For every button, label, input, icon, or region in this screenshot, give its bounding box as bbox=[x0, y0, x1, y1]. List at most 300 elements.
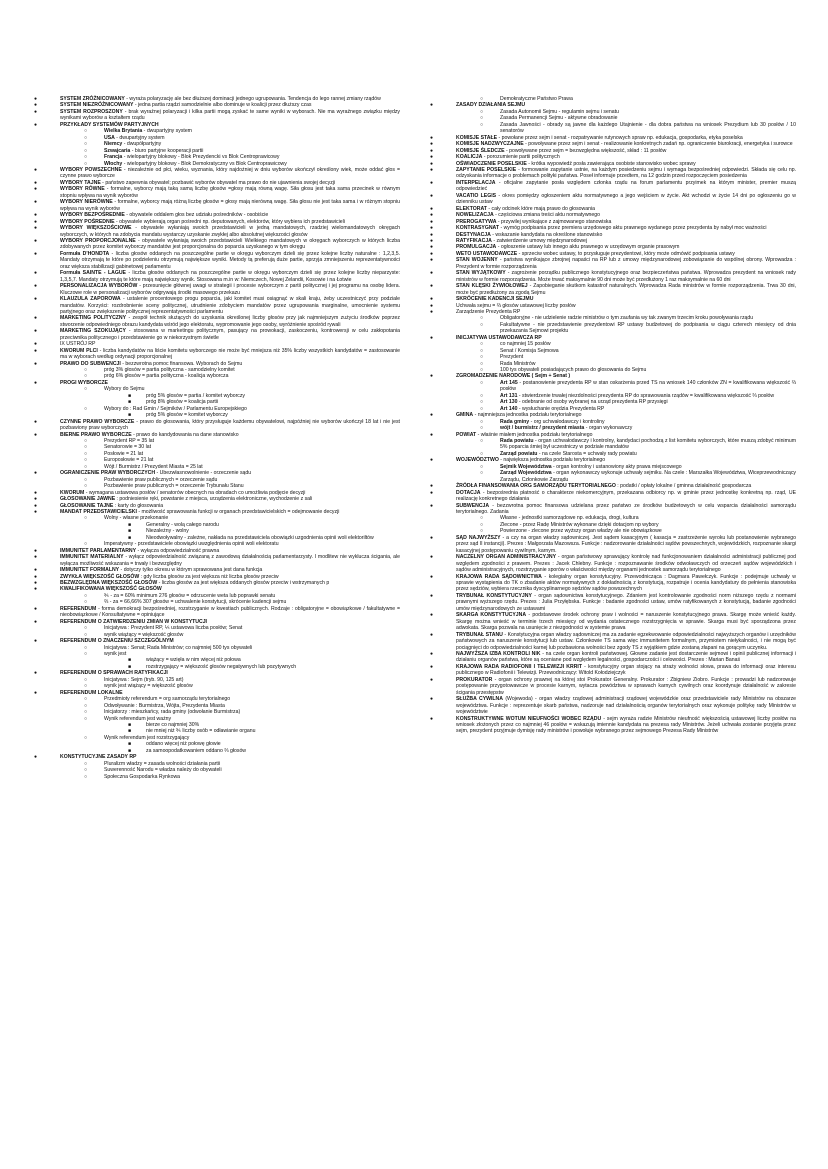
term-heading: Szwajcaria bbox=[104, 147, 131, 154]
term-text: ⅔ - za = 66,66% 307 głosów = uchwalenie konstytucji, skrócenie kadencji sejmu bbox=[104, 599, 287, 606]
square-bullet-icon: ■ bbox=[128, 747, 132, 754]
term-text: - organ sądownictwa konstytucyjnego. Zdaniem jest kontrolowanie zgodności norm niższego rzędu z normami prawnymi wyższego rzędu. Prezes : Julia Przyłębska. Funkcje : badanie zgodności ustaw, umów ratyfikowanych z konstytucją, badanie zgodności umów międzynarodowych ze ustawami bbox=[456, 592, 796, 612]
circle-bullet-icon: ○ bbox=[84, 438, 88, 445]
term-heading: KLAUZULA ZAPOROWA bbox=[60, 296, 121, 303]
term-heading: TRYBUNAŁ STANU bbox=[456, 631, 503, 638]
term-heading: KONSTYTUCYJNE ZASADY RP bbox=[60, 754, 137, 761]
bullet-icon: ● bbox=[430, 270, 434, 277]
term-text: - okres pomiędzy ogłoszeniem aktu normatywnego a jego wejściem w życie. Akt wchodzi w życie 14 dni po ogłoszeniu go w dzienniku ustaw bbox=[456, 192, 796, 206]
circle-bullet-icon: ○ bbox=[84, 160, 88, 167]
term-heading: PREROGATYWA bbox=[456, 218, 497, 225]
term-heading: Art 130 bbox=[500, 399, 518, 406]
term-text: Inicjatywa : Prezydent RP, ⅕ ustawowa liczba posłów; Senat bbox=[104, 625, 243, 632]
list-item bbox=[430, 632, 796, 651]
bullet-icon: ● bbox=[34, 689, 38, 696]
term-heading: Wielka Brytania bbox=[104, 128, 143, 135]
list-item bbox=[34, 238, 400, 251]
bullet-icon: ● bbox=[430, 141, 434, 148]
term-text: - formowanie zapytanie ustnie, na każdym posiedzeniu sejmu i wymaga bezpośredniej odpowiedzi. Składa się celu np. odzyskania informacje o problemach polityki państwa. Poseł informuje przedtem, na 12 godzin przed rozpoczęciem posiedzenia bbox=[456, 166, 796, 180]
circle-bullet-icon: ○ bbox=[84, 592, 88, 599]
term-text: wiążący = wzięła w nim więcej niż połowa bbox=[146, 657, 241, 664]
term-heading: Włochy bbox=[104, 160, 123, 167]
circle-bullet-icon: ○ bbox=[84, 476, 88, 483]
term-heading: wójt / burmistrz / prezydent miasta bbox=[500, 425, 585, 432]
term-text: próg 6% głosów = partia polityczna - koalicja wyborcza bbox=[104, 373, 229, 380]
term-text: Zarządzenie Prezydenta RP bbox=[456, 308, 521, 315]
bullet-icon: ● bbox=[430, 663, 434, 670]
bullet-icon: ● bbox=[34, 166, 38, 173]
bullet-icon: ● bbox=[430, 257, 434, 264]
term-heading: ELEKTORAT bbox=[456, 205, 487, 212]
term-text: - obywatele wyłaniają swoich przedstawicieli Wielkiego mandatowych w okręgach wyborczych w których liczba zdobywanych przez komitet wyborczy mandatów jest proporcjonalna do poparcia uzyskanego w tym okręgu bbox=[60, 237, 400, 251]
term-heading: Rada powiatu bbox=[500, 438, 534, 445]
list-item bbox=[34, 199, 400, 212]
term-text: - sejm wyraża radzie Ministrów nieufność większością ustawowej liczby posłów na wniosek złożonych przez co najmniej 46 posłów = wskazują imiennie kandydata na prezesa rady Ministrów. Jeżeli uchwała zostanie przyjęta przez sejm, prezydent przyjmuje dymisję rady ministrów i powołuje wybranego przez sejmowego Prezesa Rady Ministrów bbox=[456, 715, 796, 735]
list-item bbox=[430, 180, 796, 193]
term-text: próg 8% głosów = koalicja partii bbox=[146, 399, 219, 406]
circle-bullet-icon: ○ bbox=[480, 96, 484, 102]
term-heading: IMMUNITET MATERIALNY bbox=[60, 554, 124, 561]
square-bullet-icon: ■ bbox=[128, 392, 132, 399]
bullet-icon: ● bbox=[430, 534, 434, 541]
square-bullet-icon: ■ bbox=[128, 521, 132, 528]
term-heading: GŁOSOWANIE JAWNE bbox=[60, 496, 116, 503]
term-heading: KOMISJE STAŁE bbox=[456, 134, 498, 141]
circle-bullet-icon: ○ bbox=[84, 483, 88, 490]
term-heading: VACATIO LEGIS bbox=[456, 192, 497, 199]
term-heading: GMINA bbox=[456, 412, 474, 419]
term-text: - ustalenie procentowego progu poparcia, jaki komitet musi osiągnąć w skali kraju, żeby uczestniczyć przy podziale mandatów. Korzyści: rozdrobnienie sceny politycznej, utrudnienie zdobyciem mandatów przez ugrupowania marginalne, umocnienie systemu partyjnego oraz zwiększenie politycznej reprezentatywności parlamentu bbox=[60, 296, 400, 315]
term-heading: KWALIFIKOWANA WIĘKSZOŚĆ GŁOSÓW bbox=[60, 586, 162, 593]
bullet-icon: ● bbox=[34, 186, 38, 193]
term-heading: ZAPYTANIE POSELSKIE bbox=[456, 166, 517, 173]
bullet-icon: ● bbox=[430, 160, 434, 167]
term-text: Senat / Komisja Sejmowa bbox=[500, 347, 559, 354]
list-item bbox=[34, 348, 400, 361]
circle-bullet-icon: ○ bbox=[84, 696, 88, 703]
circle-bullet-icon: ○ bbox=[84, 373, 88, 380]
term-text: - prawo do głosowania, który przysługuje każdemu obywatelowi, najpóźniej nie wyborów ukończył 18 lat i nie jest pozbawiony praw wyborczych bbox=[60, 418, 400, 432]
list-item bbox=[430, 612, 796, 631]
bullet-icon: ● bbox=[34, 509, 38, 515]
bullet-icon: ● bbox=[430, 592, 434, 599]
term-heading: Francja bbox=[104, 154, 123, 161]
term-text: - biuro partyjne kooperacji partii bbox=[130, 147, 204, 154]
term-text: - powołane przez sejm i senat - rozpatrywanie rutynowych spraw np. edukacja, gospodarka, etyka poselska bbox=[497, 134, 743, 141]
bullet-icon: ● bbox=[430, 715, 434, 722]
term-text: Fakultatywne - nie przedstawienie prezydentowi RP ustawy budżetowej do podpisania w ciągu czterech miesięcy od dnia przekazania Sejmowi projektu bbox=[500, 321, 796, 335]
list-item bbox=[430, 593, 796, 612]
term-text: IX USTRÓJ RP bbox=[60, 341, 96, 348]
term-text: - wielopartyjny blokowy - Blok Demokratyczny vs Blok Centroprawicowy bbox=[122, 160, 287, 167]
term-text: - bezzwrotna pomoc finansowa udzielana przez państwo ze środków budżetowych w celu wsparcia działalności samorządu terytorialnego. Zadania bbox=[456, 502, 796, 515]
circle-bullet-icon: ○ bbox=[480, 425, 484, 432]
circle-bullet-icon: ○ bbox=[84, 147, 88, 154]
bullet-icon: ● bbox=[34, 496, 38, 503]
circle-bullet-icon: ○ bbox=[84, 457, 88, 464]
circle-bullet-icon: ○ bbox=[480, 115, 484, 122]
circle-bullet-icon: ○ bbox=[84, 631, 88, 638]
square-bullet-icon: ■ bbox=[128, 728, 132, 735]
circle-bullet-icon: ○ bbox=[84, 767, 88, 774]
list-item bbox=[34, 328, 400, 341]
list-item bbox=[34, 109, 400, 122]
term-heading: KOMISJE ŚLEDCZE bbox=[456, 147, 505, 154]
circle-bullet-icon: ○ bbox=[84, 128, 88, 135]
circle-bullet-icon: ○ bbox=[84, 141, 88, 148]
term-heading: MARKETING SZOKUJĄCY bbox=[60, 328, 126, 335]
term-text: próg 5% głosów = komitet wyborczy bbox=[146, 412, 228, 419]
list-item bbox=[430, 574, 796, 593]
term-text: 100 tys obywateli posiadających prawo do głosowania do Sejmu bbox=[500, 367, 647, 374]
term-heading: WETO USTAWODAWCZE bbox=[456, 250, 518, 257]
term-text: Zlecone - przez Radę Ministrów wykonane dzięki dotacjom np wybory bbox=[500, 521, 659, 528]
term-text: co najmniej 15 posłów bbox=[500, 341, 551, 348]
term-text: Europosłowie = 21 lat bbox=[104, 457, 154, 464]
term-text: - częściowa zmiana treści aktu normatywnego bbox=[493, 212, 600, 219]
term-heading: NOWELIZACJA bbox=[456, 212, 494, 219]
term-heading: ŹRÓDŁA FINANSOWANIA ORG SAMORZĄDU TERYTORIALNEGO bbox=[456, 483, 616, 490]
list-item bbox=[34, 167, 400, 180]
term-text: - wyłącza odpowiedzialność prawna bbox=[136, 547, 220, 554]
term-text: Wybory do Sejmu bbox=[104, 386, 145, 393]
bullet-icon: ● bbox=[34, 347, 38, 354]
term-heading: ZASADY DZIAŁANIA SEJMU bbox=[456, 102, 526, 109]
bullet-icon: ● bbox=[34, 618, 38, 625]
term-heading: KRAJOWA RADA RADIOFONII I TELEWIZJI KRRIT bbox=[456, 663, 582, 670]
term-text: : podatki / opłaty lokalne / gminna działalność gospodarcza bbox=[615, 483, 752, 490]
circle-bullet-icon: ○ bbox=[480, 463, 484, 470]
term-text: - postanowienie prezydenta RP w stan oskarżenia przed TS na wniosek 140 członków ZN = kwalifikowana większość ⅔ posłów bbox=[500, 379, 796, 393]
term-text: - organ wykonawczy wykonuje uchwały sejmiku. Na czele : Marszałka Województwa, Wiceprzewodniczący Zarządu, Członkowie Zarządu bbox=[500, 470, 796, 483]
term-heading: SKARGA KONSTYTUCYJNA bbox=[456, 612, 527, 619]
bullet-icon: ● bbox=[430, 308, 434, 315]
term-text: oddano więcej niż połowę głowie bbox=[146, 741, 221, 748]
term-heading: OŚWIADCZENIE POSELSKIE bbox=[456, 160, 527, 167]
term-heading: RATYFIKACJA bbox=[456, 237, 492, 244]
term-heading: Formuła D'HONDTA bbox=[60, 250, 110, 257]
term-text: - konstytucyjny organ stojący na straży wolności słowa, prawa do informacji oraz interesu publicznego w Radiofonii i Telewizji. Przewodniczący: Witold Kołodziejczyk bbox=[456, 663, 796, 677]
list-item bbox=[430, 122, 796, 135]
term-heading: STAN KLĘSKI ŻYWIOŁOWEJ bbox=[456, 283, 528, 290]
term-text: - formalne, wyborcy mają taką samą liczbę głosów =głosy mają równą wagę. Siła głosu jest taka sama przecinek w równym stopniu wpływa na wynik wyborów bbox=[60, 186, 400, 199]
bullet-icon: ● bbox=[430, 612, 434, 619]
term-text: - oficjalne zapytanie posła względem członka rządu na forum parlamentu przyimek na którym minister, premier muszą odpowiedzieć bbox=[456, 179, 796, 193]
term-text: Uchwała sejmu = ⅔ głosów ustawowej liczby posłów bbox=[456, 302, 576, 309]
term-text: Odwoływanie : Burmistrza, Wójta, Prezydenta Miasta bbox=[104, 702, 225, 709]
term-text: - możliwość sprawowania funkcji w organach przedstawicielskich = odejmowanie decyzji bbox=[136, 509, 340, 515]
bullet-icon: ● bbox=[430, 412, 434, 419]
list-item bbox=[430, 535, 796, 554]
list-item bbox=[430, 270, 796, 283]
term-heading: TRYBUNAŁ KONSTYTUCYJNY bbox=[456, 592, 532, 599]
term-text: : podniesienie ręki, powstanie z miejsca, urządzenia elektroniczne, wychodzenie z sali bbox=[115, 496, 313, 503]
term-text: próg 3% głosów = partia polityczna - samodzielny komitet bbox=[104, 367, 235, 374]
term-text: próg 5% głosów = partia / komitet wyborczy bbox=[146, 392, 245, 399]
term-text: Inicjatywa : Senat; Rada Ministrów; co najmniej 500 tys obywateli bbox=[104, 644, 253, 651]
term-text: - a czy na organ władzy sądowniczej. Jest sądem kasacyjnym ( kasacja = zastrzeżenie wyroku lub postanowienie wybranego przez sąd II instancji). Prezes : Małgorzata Mazowsza. Funkcje : nadzorowanie działalności sądów powszechnych, wojewódzkich, rozpoznanie skargi kasacyjnej postępowaniu cywilnym, karnym. bbox=[456, 534, 797, 554]
term-text: za samoopodatkowaniem oddano ⅔ głosów bbox=[146, 747, 247, 754]
term-text: - Ubezwłasnowolnienie - orzeczenie sądu bbox=[155, 470, 252, 477]
bullet-icon: ● bbox=[430, 166, 434, 173]
term-text: Własne - jednostki samorządowe np. edukacja, drogi, kultura bbox=[500, 515, 639, 522]
circle-bullet-icon: ○ bbox=[84, 386, 88, 393]
bullet-icon: ● bbox=[430, 237, 434, 244]
bullet-icon: ● bbox=[430, 302, 434, 309]
list-item bbox=[430, 438, 796, 451]
term-heading: BEZWZGLĘDNA WIĘKSZOŚĆ GŁOSÓW bbox=[60, 579, 158, 586]
bullet-icon: ● bbox=[34, 328, 38, 335]
term-heading: Formuła SAINTE - LAGUE bbox=[60, 270, 126, 277]
bullet-icon: ● bbox=[34, 670, 38, 677]
square-bullet-icon: ■ bbox=[128, 721, 132, 728]
term-heading: SKRÓCENIE KADENCJI SEJMU bbox=[456, 296, 534, 303]
term-text: - państwa wynikające zbrojnej napaści na RP lub z umowy międzynarodowej zobowiązanie do wspólnej obrony. Wprowadza : Prezydent w formie rozporządzenia bbox=[456, 257, 796, 270]
bullet-icon: ● bbox=[34, 108, 38, 115]
term-text: - brak wyraźnej polaryzacji i kilka partii mogą zyskać te same wyniki w wyborach. Nie ma wyraźnego związku między wynikami wyborów a kształtem rządu bbox=[60, 108, 400, 122]
circle-bullet-icon: ○ bbox=[84, 734, 88, 741]
term-text: - ogłoszenie ustawy lub innego aktu prawnego w urzędowym organie prasowym bbox=[496, 244, 680, 251]
list-item bbox=[34, 225, 400, 238]
term-text: - wymagana ustawowa posłów / senatorów obecnych na obradach co umożliwia podjęcie decyzji bbox=[84, 489, 306, 496]
bullet-icon: ● bbox=[430, 650, 434, 657]
term-text: - obywatele wybierają organ pośredni np. deputowanych, elektorów, który wybiera ich przedstawicieli bbox=[114, 218, 345, 225]
term-text: Prezydent bbox=[500, 354, 524, 361]
circle-bullet-icon: ○ bbox=[84, 154, 88, 161]
circle-bullet-icon: ○ bbox=[84, 644, 88, 651]
term-text: Pozbawienie praw publicznych = orzeczenie Trybunału Stanu bbox=[104, 483, 244, 490]
square-bullet-icon: ■ bbox=[128, 534, 132, 541]
circle-bullet-icon: ○ bbox=[480, 121, 484, 128]
term-text: Wójt / Burmistrz / Prezydent Miasta = 25 lat bbox=[104, 463, 203, 470]
term-text: Suwerenność Narodu = władza należy do obywateli bbox=[104, 767, 222, 774]
term-heading: SUBWENCJA bbox=[456, 502, 490, 509]
bullet-icon: ● bbox=[430, 334, 434, 341]
term-heading: PROMULGACJA bbox=[456, 244, 497, 251]
square-bullet-icon: ■ bbox=[128, 663, 132, 670]
term-heading: DESTYNACJA bbox=[456, 231, 491, 238]
bullet-icon: ● bbox=[34, 179, 38, 186]
bullet-icon: ● bbox=[430, 244, 434, 251]
term-text: - Zapobieganie skutkom katastrof naturalnych. Wprowadza Rada ministrów w formie rozporządzenia. Trwa 30 dni, może być przedłużony za zgodą Sejmu bbox=[456, 283, 797, 296]
term-heading: Art 140 bbox=[500, 405, 518, 412]
list-item bbox=[430, 257, 796, 270]
circle-bullet-icon: ○ bbox=[84, 463, 88, 470]
bullet-icon: ● bbox=[34, 199, 38, 206]
term-text: - obywatele oddalem głos bez udziału pośredników - osobiście bbox=[124, 212, 269, 219]
bullet-icon: ● bbox=[34, 121, 38, 128]
circle-bullet-icon: ○ bbox=[480, 315, 484, 322]
term-text: - organ ochrony prawnej na której stoi Prokurator Generalny. Prokurator : Zbigniew Ziobro. Funkcje : prowadzi lub nadzorowuje postępowanie przygotowawcze w procesie karnym, wytacza powództwa w sprawach karnych cywilnych oraz koordynuje działalność w zakresie ścigania przestępstw bbox=[456, 676, 796, 696]
term-text: - org uchwałodawczy i kontroliny bbox=[529, 418, 605, 425]
term-text: - dwupartyjny system bbox=[114, 134, 165, 141]
bullet-icon: ● bbox=[34, 554, 38, 561]
term-text: Inicjatywa : Sejm (tryb. 90, 125 art) bbox=[104, 676, 184, 683]
term-heading: Zarząd powiatu bbox=[500, 450, 538, 457]
circle-bullet-icon: ○ bbox=[84, 541, 88, 548]
term-text: - państwo zapewnia obywatel; pozbawić wyborów obywatel ma prawo do nie ujawnienia swojej decyzji bbox=[100, 179, 336, 186]
bullet-icon: ● bbox=[34, 360, 38, 367]
term-heading: PERSONALIZACJA WYBORÓW bbox=[60, 283, 138, 290]
term-text: - odebranie od osoby wybranej na urząd prezydenta RP przysięgi bbox=[517, 399, 668, 406]
term-heading: REFERENDUM O ZNACZENIU SZCZEGÓLNYM bbox=[60, 638, 174, 645]
bullet-icon: ● bbox=[34, 579, 38, 586]
bullet-icon: ● bbox=[34, 754, 38, 761]
term-text: - forma demokracji bezpośredniej, rozstrzyganie w kwestiach publicznych. Rodzaje : obligatoryjne = obowiązkowe / fakultatywne = nieobowiązkowe / Konsultatywne = opiniujące bbox=[60, 605, 400, 619]
term-text: (Wojewoda) - organ władzy rządowej administracji rządowej wojewódzkie oraz przedstawiciele rady Ministrów na obszarze województwa. Funkcje : reprezentuje skarb państwa, nadzoruje nad działalnością organów terytorialnych oraz wykonuje politykę rady Ministrów w województwie bbox=[456, 696, 797, 716]
term-text: Pozbawienie praw publicznych = orzeczenie sądu bbox=[104, 476, 218, 483]
term-text: Posłowie = 21 lat bbox=[104, 450, 144, 457]
term-heading: WYBORY WIĘKSZOŚCIOWE bbox=[60, 225, 132, 232]
circle-bullet-icon: ○ bbox=[84, 683, 88, 690]
term-heading: WYBORY PROPORCJONALNE bbox=[60, 237, 136, 244]
term-heading: PROKURATOR bbox=[456, 676, 493, 683]
term-text: - wysłuchanie orędzia Prezydenta RP bbox=[517, 405, 605, 412]
bullet-icon: ● bbox=[34, 315, 38, 322]
term-text: - właśnie miałem jednostka podziału terytorialnego bbox=[476, 431, 593, 438]
bullet-icon: ● bbox=[430, 283, 434, 290]
term-text: - wskazanie kandydata na określone stanowisko bbox=[490, 231, 603, 238]
term-heading: WYBORY RÓWNE bbox=[60, 186, 105, 193]
term-heading: Zarząd Województwa bbox=[500, 470, 552, 477]
list-item bbox=[34, 606, 400, 619]
term-heading: ZGROMADZENIE NARODOWE ( Sejm + Senat ) bbox=[456, 373, 571, 380]
bullet-icon: ● bbox=[34, 605, 38, 612]
circle-bullet-icon: ○ bbox=[84, 450, 88, 457]
circle-bullet-icon: ○ bbox=[84, 444, 88, 451]
term-text: - zagrożenie porządku publicznego konstytucyjnego oraz bezpieczeństwa państwa. Wprowadza prezydent na wniosek rady ministrów w formie rozporządzenia. Może trwać maksymalnie 90 dni może być przedłużony 1 raz maksymalnie na 60 dni bbox=[456, 270, 796, 283]
term-text: - jedna partia rządzi samodzielnie albo dominuje w koalicji przez dłuższy czas bbox=[133, 102, 312, 109]
term-text: wynik jest bbox=[104, 650, 127, 657]
circle-bullet-icon: ○ bbox=[480, 418, 484, 425]
term-heading: KONTRASYGNAT bbox=[456, 225, 500, 232]
term-text: - sprzeciw wobec ustawy, to przysługuje prezydentowi, który może odmówić podpisania ustawy bbox=[517, 250, 735, 257]
term-heading: REFERENDUM O ZATWIERDZENIU ZMIAN W KONSTYTUCJI bbox=[60, 618, 207, 625]
term-text: Niezależny - wolny bbox=[146, 528, 189, 535]
bullet-icon: ● bbox=[34, 225, 38, 232]
term-text: nie mniej niż ⅗ liczby osób = odławianie organu bbox=[146, 728, 256, 735]
bullet-icon: ● bbox=[430, 134, 434, 141]
term-text: - liczba głosów oddanych na poszczególne partie w okręgu wyborczym dzieli się przez kolejne liczby naturalne : 1,2,3,5. Mandaty otrzymają te które po podzieleniu otrzymują największe wyniki. Metody tą preferują duże partie, sprzyja zmniejszeniu reprezentatywności oraz większa stabilizacji gabinetowej parlamentu bbox=[60, 250, 400, 270]
list-item bbox=[34, 419, 400, 432]
bullet-icon: ● bbox=[34, 102, 38, 109]
term-text: - powoływane przez sejm i senat - realizowanie konkretnych zadań np. ograniczenie biurokracji, energetyka i surowce bbox=[523, 141, 793, 148]
term-text: Zasada Autonomii Sejmu - regulamin sejmu i senatu bbox=[500, 108, 619, 115]
term-text: - stwierdzenie trwałej niezdolności prezydenta RP do sprawowania rządów = kwalifikowana większość ⅔ posłów bbox=[517, 392, 775, 399]
bullet-icon: ● bbox=[34, 418, 38, 425]
bullet-icon: ● bbox=[34, 586, 38, 593]
term-heading: Art 131 bbox=[500, 392, 518, 399]
list-item bbox=[34, 186, 400, 199]
term-text: - powoływane przez sejm = bezwzględna większość, skład : 11 posłów bbox=[504, 147, 667, 154]
bullet-icon: ● bbox=[34, 341, 38, 348]
square-bullet-icon: ■ bbox=[128, 741, 132, 748]
circle-bullet-icon: ○ bbox=[480, 528, 484, 535]
bullet-icon: ● bbox=[430, 147, 434, 154]
term-heading: Rada gminy bbox=[500, 418, 530, 425]
bullet-icon: ● bbox=[430, 676, 434, 683]
bullet-icon: ● bbox=[430, 631, 434, 638]
circle-bullet-icon: ○ bbox=[480, 399, 484, 406]
term-text: : karty do głosowania bbox=[113, 502, 164, 509]
list-item bbox=[430, 696, 796, 715]
term-heading: REFERENDUM O SPRAWACH RATYFIKACJI bbox=[60, 670, 168, 677]
term-text: - na czele Starosta = uchwały rady powiatu bbox=[537, 450, 637, 457]
term-text: - zatwierdzenie umowy międzynarodowej bbox=[491, 237, 588, 244]
term-heading: PROGI WYBORCZE bbox=[60, 379, 108, 386]
term-text: - dotyczy tylko okresu w którym sprawowana jest dana funkcja bbox=[119, 567, 263, 574]
circle-bullet-icon: ○ bbox=[84, 599, 88, 606]
term-heading: BIERNE PRAWO WYBORCZE bbox=[60, 431, 132, 438]
term-heading: Art 145 bbox=[500, 379, 518, 386]
circle-bullet-icon: ○ bbox=[480, 515, 484, 522]
bullet-icon: ● bbox=[34, 250, 38, 257]
list-item bbox=[430, 380, 796, 393]
circle-bullet-icon: ○ bbox=[480, 379, 484, 386]
term-text: Społeczna Gospodarka Rynkowa bbox=[104, 773, 181, 780]
term-text: - liczba głosów oddanych na poszczególne partie w okręgu wyborczym dzieli się przez kolejne liczby nieparzyste: 1,3,5,7. Mandaty otrzymują te które mają największy wynik. Stosowana m.in w: Niemczech, Nowej Zelandii, Kosowie i na Łotwie bbox=[60, 270, 400, 283]
term-text: - kolegialny organ konstytucyjny. Przewodnicząca : Dagmara Pawełczyk. Funkcje : podejmuje uchwały w sprawie wystąpienia do TK o zbadanie aktów normatywnych z dokładnością z konstytucją, rozpatruje i ocenia kandydatury do pełnienia stanowiska przez sędziów, wybiera rzecznika dyscyplinarnego sędziów sądów powszechnych bbox=[456, 573, 796, 593]
list-item bbox=[34, 554, 400, 567]
circle-bullet-icon: ○ bbox=[84, 773, 88, 780]
term-heading: DOTACJA bbox=[456, 489, 481, 496]
bullet-icon: ● bbox=[430, 373, 434, 380]
term-heading: WYBORY TAJNE bbox=[60, 179, 101, 186]
term-text: Wynik referendum jest rozstrzygający bbox=[104, 734, 190, 741]
bullet-icon: ● bbox=[34, 489, 38, 496]
bullet-icon: ● bbox=[34, 296, 38, 303]
term-heading: INICJATYWA USTAWODAWCZA RP bbox=[456, 334, 542, 341]
bullet-icon: ● bbox=[430, 231, 434, 238]
term-text: Demokratyczne Państwo Prawa bbox=[500, 96, 573, 102]
term-text: - największa jednostka podziału terytorialnego bbox=[498, 457, 606, 464]
bullet-icon: ● bbox=[34, 270, 38, 277]
bullet-icon: ● bbox=[34, 96, 38, 102]
term-heading: SŁUŻBA CYWILNA bbox=[456, 696, 503, 703]
term-text: - Konstytucyjna organ władzy sądowniczej ma za zadanie egzekwowanie odpowiedzialności najwyższych organów i urzędników państwowych za naruszenie konstytucji lub ustaw. Członkowie TS sama więc immunitetem formalnym, przymiotem niełykalności, i nie mogą być pociągnięci do odpowiedzialności karnej lub pozbawiona wolności bez zgody TS z wyjątkiem gdzie zostaną złapani na gorącym uczynku. bbox=[456, 631, 796, 651]
right-column bbox=[430, 96, 796, 735]
term-text: - organ państwowy sprawujący kontrolę nad funkcjonowaniem działalności administracji publicznej pod względem zgodności z prawem. Prezes : Jacek Chlebny. Funkcje : rozpoznawanie środków odwoławczych od orzeczeń sądów wojewódzkich i sądów administracyjnych, rozstrzyganie sporów o właściwości między organami jednostek samorządu terytorialnego bbox=[456, 554, 796, 574]
circle-bullet-icon: ○ bbox=[480, 450, 484, 457]
bullet-icon: ● bbox=[430, 102, 434, 109]
bullet-icon: ● bbox=[430, 154, 434, 161]
circle-bullet-icon: ○ bbox=[480, 108, 484, 115]
list-item bbox=[34, 270, 400, 283]
circle-bullet-icon: ○ bbox=[480, 347, 484, 354]
term-heading: SYSTEM NIEZRÓŻNICOWANY bbox=[60, 102, 134, 109]
bullet-icon: ● bbox=[34, 547, 38, 554]
circle-bullet-icon: ○ bbox=[84, 709, 88, 716]
term-heading: KOALICJA bbox=[456, 154, 483, 161]
circle-bullet-icon: ○ bbox=[84, 760, 88, 767]
term-text: - prawo do kandydowania na dane stanowisko bbox=[131, 431, 239, 438]
term-text: Wolny - własne przekonanie bbox=[104, 515, 169, 522]
bullet-icon: ● bbox=[430, 212, 434, 219]
term-heading: MARKETING POLITYCZNY bbox=[60, 315, 127, 322]
term-heading: ZWYKŁA WIĘKSZOŚĆ GŁOSÓW bbox=[60, 573, 140, 580]
term-text: rozstrzygający = większość głosów negatywnych lub pozytywnych bbox=[146, 663, 297, 670]
circle-bullet-icon: ○ bbox=[480, 321, 484, 328]
term-text: Zasada Permanencji Sejmu - aktywne obradowanie bbox=[500, 115, 618, 122]
term-heading: NAJWYŻSZA IZBA KONTROLI NIK bbox=[456, 650, 541, 657]
square-bullet-icon: ■ bbox=[128, 412, 132, 419]
circle-bullet-icon: ○ bbox=[84, 702, 88, 709]
bullet-icon: ● bbox=[34, 379, 38, 386]
term-text: - formalne, wyborcy mają różną liczbę głosów = głosy mają nierówną wagę. Siła głosu nie jest taka sama i w różnym stopniu wpływa na wynik wyborów bbox=[60, 199, 400, 212]
list-item bbox=[430, 193, 796, 206]
bullet-icon: ● bbox=[430, 457, 434, 464]
term-heading: KONSTRUKTYWNE WOTUM NIEUFNOŚCI WOBEC RZĄDU bbox=[456, 715, 602, 722]
